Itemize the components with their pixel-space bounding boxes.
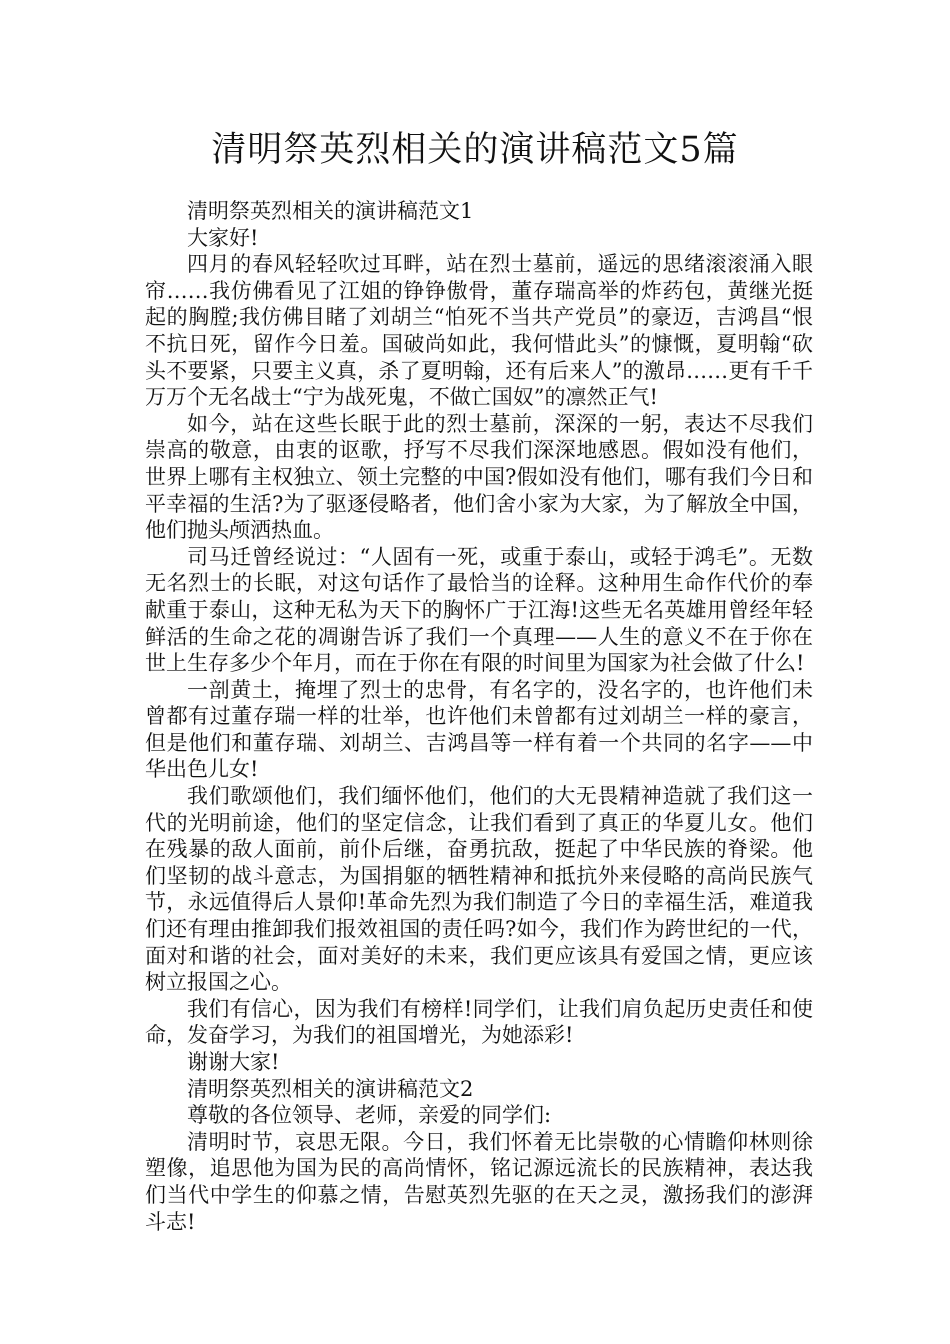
paragraph: 我们有信心，因为我们有榜样!同学们，让我们肩负起历史责任和使命，发奋学习，为我们的祖国增光，为她添彩! [145,996,813,1048]
document-title: 清明祭英烈相关的演讲稿范文5篇 [211,130,739,170]
paragraph: 清明时节，哀思无限。今日，我们怀着无比崇敬的心情瞻仰林则徐塑像，追思他为国为民的高尚情怀，铭记源远流长的民族精神，表达我们当代中学生的仰慕之情，告慰英烈先驱的在天之灵，激扬我们的澎湃斗志! [145,1129,813,1234]
paragraph: 一剖黄土，掩埋了烈士的忠骨，有名字的，没名字的，也许他们未曾都有过董存瑞一样的壮举，也许他们未曾都有过刘胡兰一样的豪言，但是他们和董存瑞、刘胡兰、吉鸿昌等一样有着一个共同的名字——中华出色儿女! [145,677,813,782]
section-heading: 清明祭英烈相关的演讲稿范文2 [187,1076,474,1101]
greeting: 大家好! [187,225,259,250]
greeting: 尊敬的各位领导、老师，亲爱的同学们: [187,1103,552,1128]
document-body [145,198,813,1235]
section-heading: 清明祭英烈相关的演讲稿范文1 [187,199,474,223]
closing: 谢谢大家! [187,1050,280,1074]
paragraph: 如今，站在这些长眠于此的烈士墓前，深深的一躬，表达不尽我们崇高的敬意，由衷的讴歌，抒写不尽我们深深地感恩。假如没有他们，世界上哪有主权独立、领土完整的中国?假如没有他们，哪有我们今日和平幸福的生活?为了驱逐侵略者，他们舍小家为大家，为了解放全中国，他们抛头颅洒热血。 [145,411,813,543]
paragraph: 四月的春风轻轻吹过耳畔，站在烈士墓前，遥远的思绪滚滚涌入眼帘……我仿佛看见了江姐的铮铮傲骨，董存瑞高举的炸药包，黄继光挺起的胸膛;我仿佛目睹了刘胡兰“怕死不当共产党员”的豪迈，吉鸿昌“恨不抗日死，留作今日羞。国破尚如此，我何惜此头”的慷慨，夏明翰“砍头不要紧，只要主义真，杀了夏明翰，还有后来人”的激昂……更有千千万万个无名战士“宁为战死鬼，不做亡国奴”的凛然正气! [145,252,813,410]
paragraph: 我们歌颂他们，我们缅怀他们，他们的大无畏精神造就了我们这一代的光明前途，他们的坚定信念，让我们看到了真正的华夏儿女。他们在残暴的敌人面前，前仆后继，奋勇抗敌，挺起了中华民族的脊梁。他们坚韧的战斗意志，为国捐躯的牺牲精神和抵抗外来侵略的高尚民族气节，永远值得后人景仰!革命先烈为我们制造了今日的幸福生活，难道我们还有理由推卸我们报效祖国的责任吗?如今，我们作为跨世纪的一代，面对和谐的社会，面对美好的未来，我们更应该具有爱国之情，更应该树立报国之心。 [145,784,813,995]
paragraph: 司马迁曾经说过：“人固有一死，或重于泰山，或轻于鸿毛”。无数无名烈士的长眠，对这句话作了最恰当的诠释。这种用生命作代价的奉献重于泰山，这种无私为天下的胸怀广于江海!这些无名英雄用曾经年轻鲜活的生命之花的凋谢告诉了我们一个真理——人生的意义不在于你在世上生存多少个年月，而在于你在有限的时间里为国家为社会做了什么! [145,544,813,676]
